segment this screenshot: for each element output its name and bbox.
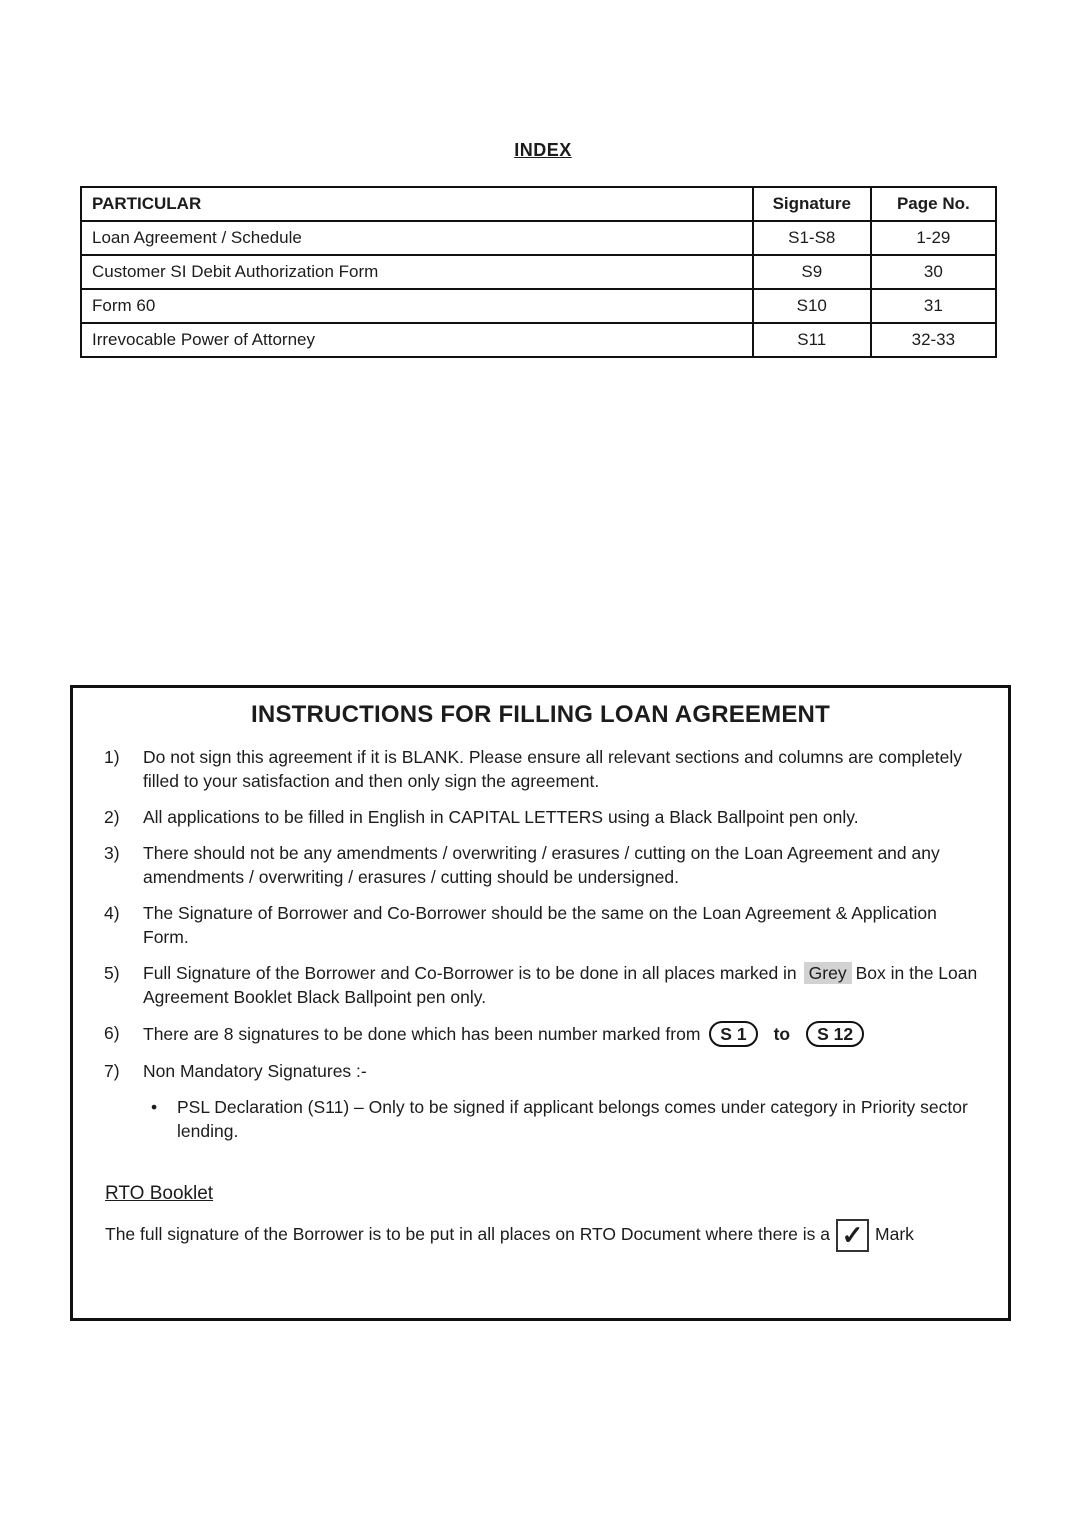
header-particular: PARTICULAR [81,187,753,221]
cell-signature: S11 [753,323,871,357]
signature-badge-s1: S 1 [709,1021,757,1047]
page-title: INDEX [514,140,572,160]
grey-highlight: Grey [804,962,852,984]
cell-page: 32-33 [871,323,996,357]
table-header-row [81,187,996,221]
cell-particular: Form 60 [81,289,753,323]
item-text [143,1021,982,1047]
item-text: The Signature of Borrower and Co-Borrower should be the same on the Loan Agreement & Application Form. [143,903,937,947]
psl-bullet-item [151,1095,982,1143]
instruction-item-4 [104,901,982,949]
rto-text-after: Mark [875,1224,914,1245]
item-number: 5) [104,963,120,983]
item-text-before: Full Signature of the Borrower and Co-Borrower is to be done in all places marked in [143,963,797,983]
item-number: 1) [104,747,120,767]
item-number: 2) [104,807,120,827]
checkmark-box-icon [836,1219,869,1252]
item-number: 7) [104,1061,120,1081]
instruction-item-5 [104,961,982,1009]
instructions-title: INSTRUCTIONS FOR FILLING LOAN AGREEMENT [251,701,830,728]
item-number: 6) [104,1023,120,1043]
item-text [143,961,982,1009]
cell-signature: S1-S8 [753,221,871,255]
header-page-no: Page No. [871,187,996,221]
instructions-box [70,685,1011,1321]
cell-page: 31 [871,289,996,323]
table-row [81,255,996,289]
cell-particular: Customer SI Debit Authorization Form [81,255,753,289]
header-signature: Signature [753,187,871,221]
instruction-item-7 [104,1059,982,1083]
item-text-after: Box in the Loan Agreement Booklet Black Ballpoint pen only. [143,963,978,1007]
rto-sentence [105,1219,982,1252]
instruction-item-1 [104,745,982,793]
instruction-item-6 [104,1021,982,1047]
item-number: 4) [104,903,120,923]
badge-connector: to [773,1024,791,1044]
instruction-item-3 [104,841,982,889]
item-text: All applications to be filled in English in CAPITAL LETTERS using a Black Ballpoint pen only. [143,807,859,827]
instruction-item-2 [104,805,982,829]
signature-badge-s12: S 12 [806,1021,864,1047]
rto-booklet-heading: RTO Booklet [105,1183,214,1204]
cell-page: 1-29 [871,221,996,255]
table-row [81,221,996,255]
item-text: There should not be any amendments / overwriting / erasures / cutting on the Loan Agreement and any amendments / overwriting / erasures / cutting should be undersigned. [143,843,940,887]
cell-page: 30 [871,255,996,289]
cell-signature: S10 [753,289,871,323]
item-number: 3) [104,843,120,863]
item-text: Non Mandatory Signatures :- [143,1061,367,1081]
cell-signature: S9 [753,255,871,289]
index-table [80,186,997,358]
rto-text-before: The full signature of the Borrower is to be put in all places on RTO Document where there is a [105,1224,831,1245]
bullet-text: PSL Declaration (S11) – Only to be signed if applicant belongs comes under category in Priority sector lending. [177,1097,968,1141]
item-text-before: There are 8 signatures to be done which has been number marked from [143,1024,701,1044]
table-row [81,323,996,357]
table-row [81,289,996,323]
bullet-icon: • [151,1097,158,1117]
cell-particular: Irrevocable Power of Attorney [81,323,753,357]
cell-particular: Loan Agreement / Schedule [81,221,753,255]
item-text: Do not sign this agreement if it is BLANK. Please ensure all relevant sections and columns are completely filled to your satisfaction and then only sign the agreement. [143,747,963,791]
checkmark-icon: ✓ [841,1220,864,1250]
